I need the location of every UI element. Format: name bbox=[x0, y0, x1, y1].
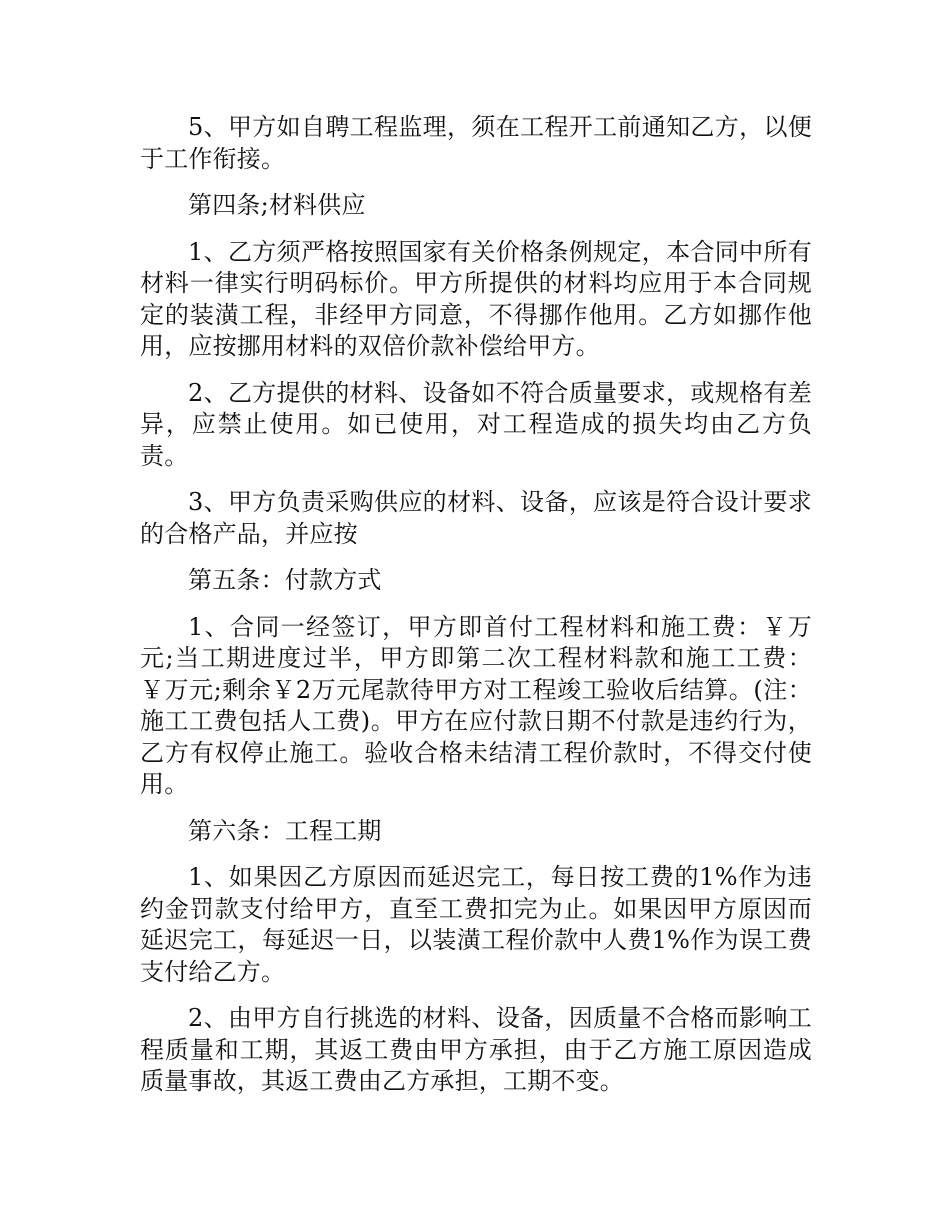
article-4-heading: 第四条;材料供应 bbox=[188, 191, 366, 219]
article-4-item-2: 2、乙方提供的材料、设备如不符合质量要求，或规格有差异，应禁止使用。如已使用，对工程造成的损失均由乙方负责。 bbox=[140, 378, 812, 470]
article-6-heading: 第六条：工程工期 bbox=[188, 816, 382, 845]
article-4-item-3: 3、甲方负责采购供应的材料、设备，应该是符合设计要求的合格产品，并应按 bbox=[140, 488, 812, 548]
article-5-heading: 第五条：付款方式 bbox=[188, 566, 382, 594]
article-5-item-1: 1、合同一经签订，甲方即首付工程材料和施工费：￥万元;当工期进度过半，甲方即第二次工程材料款和施工工费：￥万元;剩余￥2万元尾款待甲方对工程竣工验收后结算。(注：施工工费包括人工费)。甲方在应付款日期不付款是违约行为，乙方有权停止施工。验收合格未结清工程价款时，不得交付使用。 bbox=[140, 612, 812, 798]
article-4-item-1: 1、乙方须严格按照国家有关价格条例规定，本合同中所有材料一律实行明码标价。甲方所提供的材料均应用于本合同规定的装潢工程，非经甲方同意，不得挪作他用。乙方如挪作他用，应按挪用材料的双倍价款补偿给甲方。 bbox=[140, 237, 812, 360]
article-6-item-1: 1、如果因乙方原因而延迟完工，每日按工费的1%作为违约金罚款支付给甲方，直至工费扣完为止。如果因甲方原因而延迟完工，每延迟一日，以装潢工程价款中人费1%作为误工费支付给乙方。 bbox=[140, 863, 812, 986]
clause-3-item-5: 5、甲方如自聘工程监理，须在工程开工前通知乙方，以便于工作衔接。 bbox=[140, 113, 812, 173]
article-6-item-2: 2、由甲方自行挑选的材料、设备，因质量不合格而影响工程质量和工期，其返工费由甲方承担，由于乙方施工原因造成质量事故，其返工费由乙方承担，工期不变。 bbox=[140, 1004, 812, 1095]
document-body bbox=[140, 112, 812, 1113]
